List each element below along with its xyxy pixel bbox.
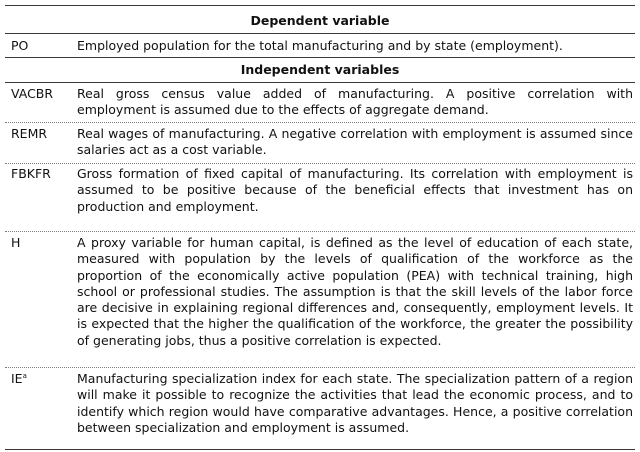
row-code-ie: $IE^a$	[11, 371, 27, 386]
row-code-remr: REMR	[11, 126, 48, 141]
row-code-vacbr: VACBR	[11, 86, 54, 101]
row-description-h: A proxy variable for human capital, is defined as the level of education of each state, measured with population by the levels of qualification of the workforce as the proportion of the economically active population (PEA) with technical training, high school or professional studies. The assumption is that the skill levels of the labor force are decisive in explaining regional differences and, consequently, employment levels. It is expected that the higher the qualification of the workforce, the greater the possibility of generating jobs, thus a positive correlation is expected.	[77, 235, 633, 348]
row-code-h: H	[11, 235, 21, 250]
top-rule	[5, 5, 635, 6]
row-code-fbkfr: FBKFR	[11, 166, 51, 181]
row-divider	[5, 163, 635, 164]
rule	[5, 57, 635, 58]
rule	[5, 33, 635, 34]
row-divider	[5, 367, 635, 368]
row-description-remr: Real wages of manufacturing. A negative correlation with employment is assumed since salaries act as a cost variable.	[77, 126, 633, 158]
row-description-fbkfr: Gross formation of fixed capital of manufacturing. Its correlation with employment is assumed to be positive because of the beneficial effects that investment has on production and employment.	[77, 166, 633, 214]
independent-variables-header: Independent variables	[240, 62, 400, 77]
row-description-po: Employed population for the total manufacturing and by state (employment).	[77, 38, 563, 53]
rule	[5, 82, 635, 83]
row-divider	[5, 122, 635, 123]
row-divider	[5, 231, 635, 232]
bottom-rule	[5, 449, 635, 450]
row-description-vacbr: Real gross census value added of manufacturing. A positive correlation with employment is assumed due to the effects of aggregate demand.	[77, 86, 633, 118]
dependent-variable-header: Dependent variable	[250, 13, 390, 28]
row-description-ie: Manufacturing specialization index for each state. The specialization pattern of a region will make it possible to recognize the activities that lead the economic process, and to identify which region would have comparative advantages. Hence, a positive correlation between specialization and employment is assumed.	[77, 371, 633, 435]
row-code-po: PO	[11, 38, 29, 53]
footnote-marker: a	[22, 371, 27, 380]
